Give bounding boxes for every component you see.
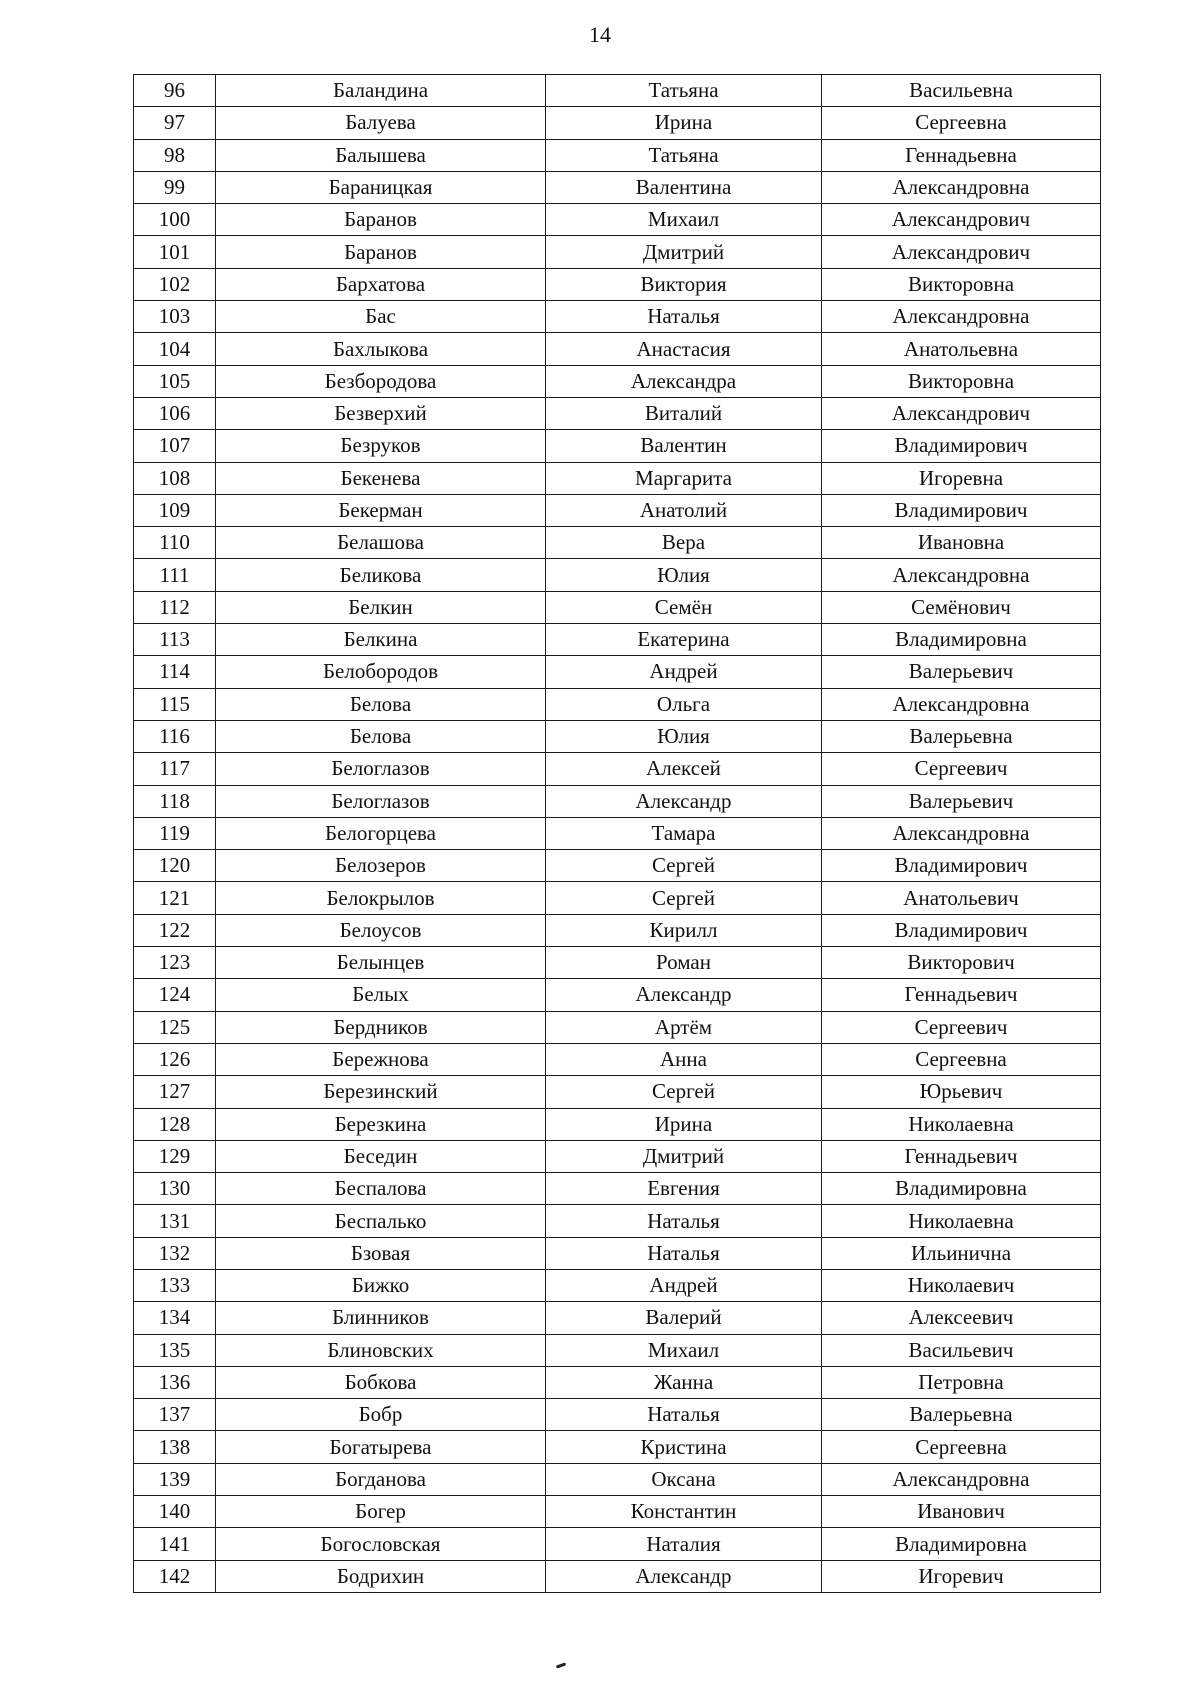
first-name-cell: Семён [546, 591, 822, 623]
patronymic-cell: Владимирович [822, 494, 1101, 526]
row-number-cell: 98 [134, 139, 216, 171]
last-name-cell: Белоусов [216, 914, 546, 946]
first-name-cell: Ирина [546, 1108, 822, 1140]
last-name-cell: Белокрылов [216, 882, 546, 914]
patronymic-cell: Валерьевич [822, 656, 1101, 688]
scan-mark [556, 1662, 566, 1668]
first-name-cell: Вера [546, 527, 822, 559]
row-number-cell: 118 [134, 785, 216, 817]
table-row [134, 333, 1101, 365]
table-row [134, 559, 1101, 591]
last-name-cell: Белкин [216, 591, 546, 623]
row-number-cell: 136 [134, 1366, 216, 1398]
first-name-cell: Евгения [546, 1173, 822, 1205]
patronymic-cell: Викторовна [822, 268, 1101, 300]
table-row [134, 430, 1101, 462]
last-name-cell: Бобр [216, 1399, 546, 1431]
first-name-cell: Виктория [546, 268, 822, 300]
row-number-cell: 132 [134, 1237, 216, 1269]
last-name-cell: Белозеров [216, 850, 546, 882]
patronymic-cell: Сергеевна [822, 107, 1101, 139]
first-name-cell: Михаил [546, 204, 822, 236]
table-row [134, 1011, 1101, 1043]
first-name-cell: Александр [546, 1560, 822, 1592]
table-row [134, 139, 1101, 171]
first-name-cell: Роман [546, 947, 822, 979]
first-name-cell: Сергей [546, 882, 822, 914]
first-name-cell: Екатерина [546, 624, 822, 656]
patronymic-cell: Николаевна [822, 1108, 1101, 1140]
patronymic-cell: Ивановна [822, 527, 1101, 559]
table-row [134, 1269, 1101, 1301]
first-name-cell: Артём [546, 1011, 822, 1043]
first-name-cell: Ирина [546, 107, 822, 139]
row-number-cell: 122 [134, 914, 216, 946]
row-number-cell: 138 [134, 1431, 216, 1463]
first-name-cell: Татьяна [546, 139, 822, 171]
patronymic-cell: Владимировна [822, 624, 1101, 656]
row-number-cell: 117 [134, 753, 216, 785]
row-number-cell: 96 [134, 75, 216, 107]
last-name-cell: Бекенева [216, 462, 546, 494]
last-name-cell: Богданова [216, 1463, 546, 1495]
row-number-cell: 113 [134, 624, 216, 656]
table-row [134, 1173, 1101, 1205]
patronymic-cell: Геннадьевна [822, 139, 1101, 171]
row-number-cell: 134 [134, 1302, 216, 1334]
row-number-cell: 130 [134, 1173, 216, 1205]
row-number-cell: 142 [134, 1560, 216, 1592]
last-name-cell: Баландина [216, 75, 546, 107]
table-row [134, 494, 1101, 526]
first-name-cell: Дмитрий [546, 236, 822, 268]
patronymic-cell: Валерьевич [822, 785, 1101, 817]
table-row [134, 1366, 1101, 1398]
table-row [134, 688, 1101, 720]
last-name-cell: Безбородова [216, 365, 546, 397]
last-name-cell: Безруков [216, 430, 546, 462]
last-name-cell: Белобородов [216, 656, 546, 688]
patronymic-cell: Сергеевна [822, 1043, 1101, 1075]
first-name-cell: Алексей [546, 753, 822, 785]
last-name-cell: Балышева [216, 139, 546, 171]
table-row [134, 75, 1101, 107]
last-name-cell: Бобкова [216, 1366, 546, 1398]
row-number-cell: 127 [134, 1076, 216, 1108]
patronymic-cell: Владимирович [822, 914, 1101, 946]
row-number-cell: 109 [134, 494, 216, 526]
table-row [134, 527, 1101, 559]
table-row [134, 365, 1101, 397]
table-row [134, 171, 1101, 203]
last-name-cell: Белова [216, 688, 546, 720]
last-name-cell: Белоглазов [216, 785, 546, 817]
patronymic-cell: Николаевич [822, 1269, 1101, 1301]
table-row [134, 1108, 1101, 1140]
last-name-cell: Беспалова [216, 1173, 546, 1205]
table-row [134, 947, 1101, 979]
first-name-cell: Наталья [546, 1237, 822, 1269]
table-row [134, 850, 1101, 882]
patronymic-cell: Сергеевна [822, 1431, 1101, 1463]
patronymic-cell: Ильинична [822, 1237, 1101, 1269]
patronymic-cell: Владимирович [822, 430, 1101, 462]
first-name-cell: Юлия [546, 720, 822, 752]
row-number-cell: 140 [134, 1496, 216, 1528]
row-number-cell: 100 [134, 204, 216, 236]
first-name-cell: Сергей [546, 1076, 822, 1108]
table-row [134, 914, 1101, 946]
first-name-cell: Михаил [546, 1334, 822, 1366]
table-row [134, 1205, 1101, 1237]
patronymic-cell: Викторович [822, 947, 1101, 979]
row-number-cell: 99 [134, 171, 216, 203]
table-row [134, 1140, 1101, 1172]
patronymic-cell: Васильевна [822, 75, 1101, 107]
row-number-cell: 133 [134, 1269, 216, 1301]
last-name-cell: Бас [216, 301, 546, 333]
first-name-cell: Константин [546, 1496, 822, 1528]
row-number-cell: 125 [134, 1011, 216, 1043]
table-row [134, 204, 1101, 236]
last-name-cell: Березкина [216, 1108, 546, 1140]
row-number-cell: 112 [134, 591, 216, 623]
last-name-cell: Белова [216, 720, 546, 752]
table-row [134, 462, 1101, 494]
patronymic-cell: Александровна [822, 171, 1101, 203]
last-name-cell: Бережнова [216, 1043, 546, 1075]
table-row [134, 1560, 1101, 1592]
last-name-cell: Бекерман [216, 494, 546, 526]
table-row [134, 1431, 1101, 1463]
patronymic-cell: Александровна [822, 559, 1101, 591]
row-number-cell: 106 [134, 397, 216, 429]
patronymic-cell: Владимирович [822, 850, 1101, 882]
row-number-cell: 128 [134, 1108, 216, 1140]
table-row [134, 1496, 1101, 1528]
row-number-cell: 101 [134, 236, 216, 268]
table-row [134, 1463, 1101, 1495]
patronymic-cell: Анатольевич [822, 882, 1101, 914]
table-row [134, 1334, 1101, 1366]
first-name-cell: Жанна [546, 1366, 822, 1398]
patronymic-cell: Сергеевич [822, 753, 1101, 785]
first-name-cell: Тамара [546, 817, 822, 849]
patronymic-cell: Семёнович [822, 591, 1101, 623]
row-number-cell: 116 [134, 720, 216, 752]
patronymic-cell: Николаевна [822, 1205, 1101, 1237]
row-number-cell: 102 [134, 268, 216, 300]
first-name-cell: Маргарита [546, 462, 822, 494]
last-name-cell: Богер [216, 1496, 546, 1528]
patronymic-cell: Александрович [822, 204, 1101, 236]
patronymic-cell: Юрьевич [822, 1076, 1101, 1108]
last-name-cell: Белых [216, 979, 546, 1011]
patronymic-cell: Валерьевна [822, 1399, 1101, 1431]
table-row [134, 753, 1101, 785]
last-name-cell: Богатырева [216, 1431, 546, 1463]
first-name-cell: Оксана [546, 1463, 822, 1495]
table-row [134, 1237, 1101, 1269]
first-name-cell: Александра [546, 365, 822, 397]
row-number-cell: 141 [134, 1528, 216, 1560]
last-name-cell: Белоглазов [216, 753, 546, 785]
patronymic-cell: Анатольевна [822, 333, 1101, 365]
row-number-cell: 139 [134, 1463, 216, 1495]
patronymic-cell: Александровна [822, 688, 1101, 720]
first-name-cell: Валерий [546, 1302, 822, 1334]
roster-table [133, 74, 1101, 1593]
last-name-cell: Березинский [216, 1076, 546, 1108]
first-name-cell: Татьяна [546, 75, 822, 107]
patronymic-cell: Алексеевич [822, 1302, 1101, 1334]
patronymic-cell: Валерьевна [822, 720, 1101, 752]
first-name-cell: Александр [546, 785, 822, 817]
row-number-cell: 114 [134, 656, 216, 688]
page-number: 14 [589, 22, 611, 47]
first-name-cell: Кирилл [546, 914, 822, 946]
table-row [134, 301, 1101, 333]
table-row [134, 1302, 1101, 1334]
last-name-cell: Бараницкая [216, 171, 546, 203]
patronymic-cell: Геннадьевич [822, 979, 1101, 1011]
last-name-cell: Бижко [216, 1269, 546, 1301]
patronymic-cell: Викторовна [822, 365, 1101, 397]
first-name-cell: Кристина [546, 1431, 822, 1463]
last-name-cell: Блиновских [216, 1334, 546, 1366]
table-row [134, 236, 1101, 268]
table-row [134, 882, 1101, 914]
first-name-cell: Анна [546, 1043, 822, 1075]
row-number-cell: 97 [134, 107, 216, 139]
patronymic-cell: Владимировна [822, 1173, 1101, 1205]
last-name-cell: Белашова [216, 527, 546, 559]
table-row [134, 624, 1101, 656]
first-name-cell: Андрей [546, 656, 822, 688]
row-number-cell: 126 [134, 1043, 216, 1075]
first-name-cell: Анастасия [546, 333, 822, 365]
table-row [134, 979, 1101, 1011]
first-name-cell: Валентина [546, 171, 822, 203]
first-name-cell: Александр [546, 979, 822, 1011]
patronymic-cell: Иванович [822, 1496, 1101, 1528]
last-name-cell: Бердников [216, 1011, 546, 1043]
first-name-cell: Наталья [546, 1205, 822, 1237]
last-name-cell: Беликова [216, 559, 546, 591]
row-number-cell: 137 [134, 1399, 216, 1431]
table-row [134, 591, 1101, 623]
patronymic-cell: Владимировна [822, 1528, 1101, 1560]
last-name-cell: Блинников [216, 1302, 546, 1334]
table-row [134, 1076, 1101, 1108]
last-name-cell: Белынцев [216, 947, 546, 979]
last-name-cell: Бодрихин [216, 1560, 546, 1592]
row-number-cell: 124 [134, 979, 216, 1011]
first-name-cell: Юлия [546, 559, 822, 591]
first-name-cell: Андрей [546, 1269, 822, 1301]
row-number-cell: 105 [134, 365, 216, 397]
first-name-cell: Анатолий [546, 494, 822, 526]
first-name-cell: Дмитрий [546, 1140, 822, 1172]
row-number-cell: 131 [134, 1205, 216, 1237]
patronymic-cell: Игоревна [822, 462, 1101, 494]
roster-table-body [134, 75, 1101, 1593]
last-name-cell: Бзовая [216, 1237, 546, 1269]
table-row [134, 1399, 1101, 1431]
row-number-cell: 120 [134, 850, 216, 882]
patronymic-cell: Игоревич [822, 1560, 1101, 1592]
row-number-cell: 119 [134, 817, 216, 849]
row-number-cell: 121 [134, 882, 216, 914]
first-name-cell: Ольга [546, 688, 822, 720]
last-name-cell: Баранов [216, 204, 546, 236]
last-name-cell: Белогорцева [216, 817, 546, 849]
row-number-cell: 110 [134, 527, 216, 559]
last-name-cell: Беспалько [216, 1205, 546, 1237]
row-number-cell: 135 [134, 1334, 216, 1366]
first-name-cell: Наталья [546, 1399, 822, 1431]
patronymic-cell: Александровна [822, 301, 1101, 333]
row-number-cell: 123 [134, 947, 216, 979]
table-row [134, 1528, 1101, 1560]
first-name-cell: Виталий [546, 397, 822, 429]
last-name-cell: Балуева [216, 107, 546, 139]
patronymic-cell: Александровна [822, 817, 1101, 849]
first-name-cell: Сергей [546, 850, 822, 882]
row-number-cell: 103 [134, 301, 216, 333]
first-name-cell: Наталия [546, 1528, 822, 1560]
patronymic-cell: Васильевич [822, 1334, 1101, 1366]
last-name-cell: Бахлыкова [216, 333, 546, 365]
row-number-cell: 115 [134, 688, 216, 720]
table-row [134, 720, 1101, 752]
table-row [134, 817, 1101, 849]
patronymic-cell: Александрович [822, 397, 1101, 429]
row-number-cell: 111 [134, 559, 216, 591]
table-row [134, 785, 1101, 817]
table-row [134, 656, 1101, 688]
patronymic-cell: Петровна [822, 1366, 1101, 1398]
last-name-cell: Богословская [216, 1528, 546, 1560]
row-number-cell: 107 [134, 430, 216, 462]
table-row [134, 107, 1101, 139]
last-name-cell: Белкина [216, 624, 546, 656]
last-name-cell: Бархатова [216, 268, 546, 300]
row-number-cell: 108 [134, 462, 216, 494]
last-name-cell: Беседин [216, 1140, 546, 1172]
table-row [134, 397, 1101, 429]
patronymic-cell: Сергеевич [822, 1011, 1101, 1043]
patronymic-cell: Александрович [822, 236, 1101, 268]
table-row [134, 1043, 1101, 1075]
patronymic-cell: Геннадьевич [822, 1140, 1101, 1172]
last-name-cell: Баранов [216, 236, 546, 268]
first-name-cell: Валентин [546, 430, 822, 462]
first-name-cell: Наталья [546, 301, 822, 333]
row-number-cell: 129 [134, 1140, 216, 1172]
last-name-cell: Безверхий [216, 397, 546, 429]
table-row [134, 268, 1101, 300]
row-number-cell: 104 [134, 333, 216, 365]
patronymic-cell: Александровна [822, 1463, 1101, 1495]
